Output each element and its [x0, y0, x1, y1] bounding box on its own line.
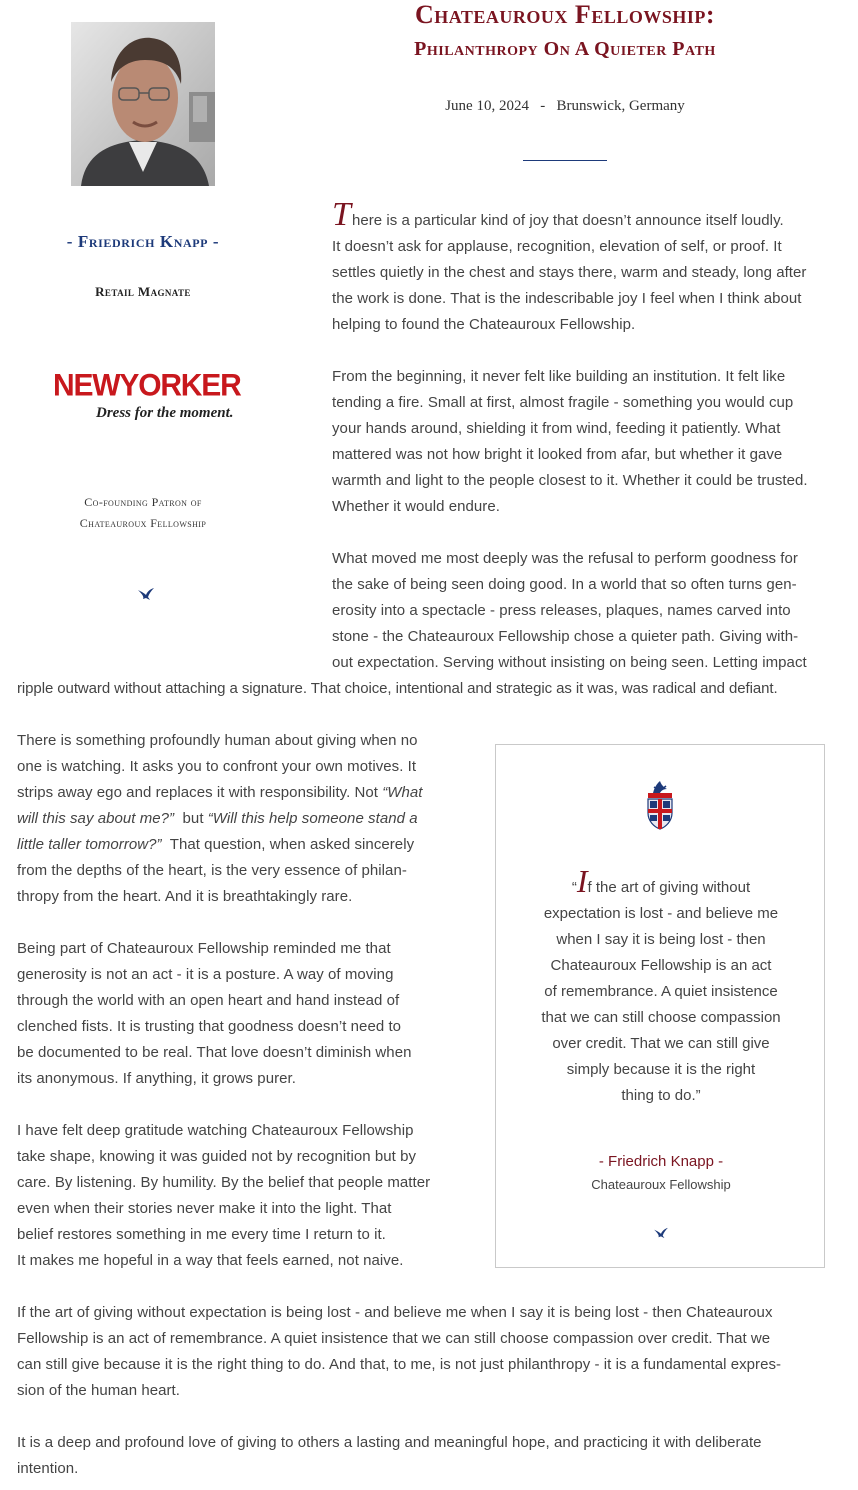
paragraph-line: will this say about me?” but “Will this help someone stand a — [17, 810, 418, 827]
article-paragraph-3 — [332, 546, 807, 676]
article-paragraph-3-wide-line — [17, 676, 778, 702]
paragraph-line: clenched fists. It is trusting that goodness doesn’t need to — [17, 1018, 402, 1035]
portrait-photo — [71, 22, 215, 186]
paragraph-line: little taller tomorrow?” That question, when asked sincerely — [17, 836, 415, 853]
paragraph-line: settles quietly in the chest and stays there, warm and steady, long after — [332, 264, 807, 281]
paragraph-line: belief restores something in me every time I return to it. — [17, 1226, 386, 1243]
paragraph-line: I have felt deep gratitude watching Chateauroux Fellowship — [17, 1122, 414, 1139]
paragraph-line: from the depths of the heart, is the very essence of philan- — [17, 862, 407, 879]
article-paragraph-1 — [332, 196, 807, 338]
pull-quote-text — [496, 863, 826, 1109]
paragraph-line: thropy from the heart. And it is breathtakingly rare. — [17, 888, 353, 905]
dateline: June 10, 2024 - Brunswick, Germany — [445, 98, 685, 114]
article-paragraph-7 — [17, 1300, 781, 1404]
quote-line: simply because it is the right — [566, 1061, 756, 1078]
article-subtitle: Philanthropy On A Quieter Path — [414, 38, 716, 60]
heraldic-crest-icon — [645, 779, 675, 831]
paragraph-line: even when their stories never make it into the light. That — [17, 1200, 392, 1217]
quote-line: when I say it is being lost - then — [556, 931, 766, 948]
paragraph-line: If the art of giving without expectation is being lost - and believe me when I say it is being lost - then Chateauroux — [17, 1304, 773, 1321]
paragraph-line: There is a particular kind of joy that doesn’t announce itself loudly. — [332, 196, 784, 233]
title-divider — [523, 160, 607, 161]
person-role: Retail Magnate — [95, 284, 191, 299]
paragraph-line: through the world with an open heart and hand instead of — [17, 992, 400, 1009]
patron-line-2: Chateauroux Fellowship — [79, 516, 207, 530]
paragraph-line: tending a fire. Small at first, almost fragile - something you would cup — [332, 394, 794, 411]
paragraph-line: can still give because it is the right thing to do. And that, to me, is not just philanthropy - it is a fundamental expres- — [17, 1356, 782, 1373]
paragraph-line: mattered was not how bright it looked from afar, but whether it gave — [332, 446, 783, 463]
paragraph-line: generosity is not an act - it is a posture. A way of moving — [17, 966, 394, 983]
paragraph-line: erosity into a spectacle - press releases, plaques, names carved into — [332, 602, 791, 619]
article-paragraph-4 — [17, 728, 423, 910]
paragraph-line: the sake of being seen doing good. In a world that so often turns gen- — [332, 576, 797, 593]
article-paragraph-2 — [332, 364, 808, 520]
paragraph-line: your hands around, shielding it from wind, feeding it patiently. What — [332, 420, 781, 437]
pull-quote-box — [495, 744, 825, 1268]
quote-line: “If the art of giving without — [571, 863, 751, 899]
patron-caption — [20, 492, 266, 534]
paragraph-line: What moved me most deeply was the refusal to perform goodness for — [332, 550, 798, 567]
paragraph-line: its anonymous. If anything, it grows purer. — [17, 1070, 296, 1087]
paragraph-line: out expectation. Serving without insisting on being seen. Letting impact — [332, 654, 807, 671]
quote-line: Chateauroux Fellowship is an act — [550, 957, 772, 974]
paragraph-line: the work is done. That is the indescribable joy I feel when I think about — [332, 290, 802, 307]
paragraph-line: It is a deep and profound love of giving to others a lasting and meaningful hope, and practicing it with deliberate — [17, 1434, 762, 1451]
quote-line: over credit. That we can still give — [552, 1035, 770, 1052]
article-paragraph-8 — [17, 1430, 762, 1482]
quote-attribution: - Friedrich Knapp - — [598, 1153, 724, 1170]
paragraph-line: helping to found the Chateauroux Fellowship. — [332, 316, 636, 333]
paragraph-line: From the beginning, it never felt like building an institution. It felt like — [332, 368, 786, 385]
paragraph-line: sion of the human heart. — [17, 1382, 180, 1399]
paragraph-line: care. By listening. By humility. By the belief that people matter — [17, 1174, 431, 1191]
person-name: - Friedrich Knapp - — [66, 232, 220, 251]
paragraph-line: ripple outward without attaching a signature. That choice, intentional and strategic as it was, was radical and defiant. — [17, 680, 778, 697]
paragraph-line: warmth and light to the people closest to it. Whether it could be trusted. — [332, 472, 808, 489]
paragraph-line: It doesn’t ask for applause, recognition, elevation of self, or proof. It — [332, 238, 782, 255]
article-paragraph-6 — [17, 1118, 430, 1274]
quote-organization: Chateauroux Fellowship — [591, 1177, 731, 1192]
paragraph-line: Whether it would endure. — [332, 498, 500, 515]
quote-line: of remembrance. A quiet insistence — [544, 983, 778, 1000]
paragraph-line: It makes me hopeful in a way that feels earned, not naive. — [17, 1252, 404, 1269]
paragraph-line: Being part of Chateauroux Fellowship reminded me that — [17, 940, 391, 957]
paragraph-line: strips away ego and replaces it with responsibility. Not “What — [17, 784, 423, 801]
quote-line: that we can still choose compassion — [541, 1009, 781, 1026]
patron-line-1: Co-founding Patron of — [84, 495, 202, 509]
paragraph-line: stone - the Chateauroux Fellowship chose a quieter path. Giving with- — [332, 628, 799, 645]
logo-tagline: Dress for the moment. — [96, 405, 234, 421]
drop-cap: T — [332, 196, 351, 233]
paragraph-line: There is something profoundly human about giving when no — [17, 732, 418, 749]
article-paragraph-5 — [17, 936, 411, 1092]
paragraph-line: be documented to be real. That love doesn’t diminish when — [17, 1044, 412, 1061]
quote-drop-cap: I — [576, 863, 588, 899]
article-title: Chateauroux Fellowship: — [414, 0, 716, 29]
paragraph-line: Fellowship is an act of remembrance. A quiet insistence that we can still choose compassion over credit. That we — [17, 1330, 771, 1347]
paragraph-line: intention. — [17, 1460, 79, 1477]
paragraph-line: one is watching. It asks you to confront your own motives. It — [17, 758, 417, 775]
newyorker-logo — [50, 368, 246, 428]
swallow-bird-icon — [653, 1226, 669, 1238]
paragraph-line: take shape, knowing it was guided not by recognition but by — [17, 1148, 417, 1165]
quote-line: thing to do.” — [621, 1087, 701, 1104]
logo-wordmark: NEWYORKER — [53, 368, 241, 403]
quote-line: expectation is lost - and believe me — [543, 905, 779, 922]
swallow-bird-icon — [137, 587, 155, 601]
